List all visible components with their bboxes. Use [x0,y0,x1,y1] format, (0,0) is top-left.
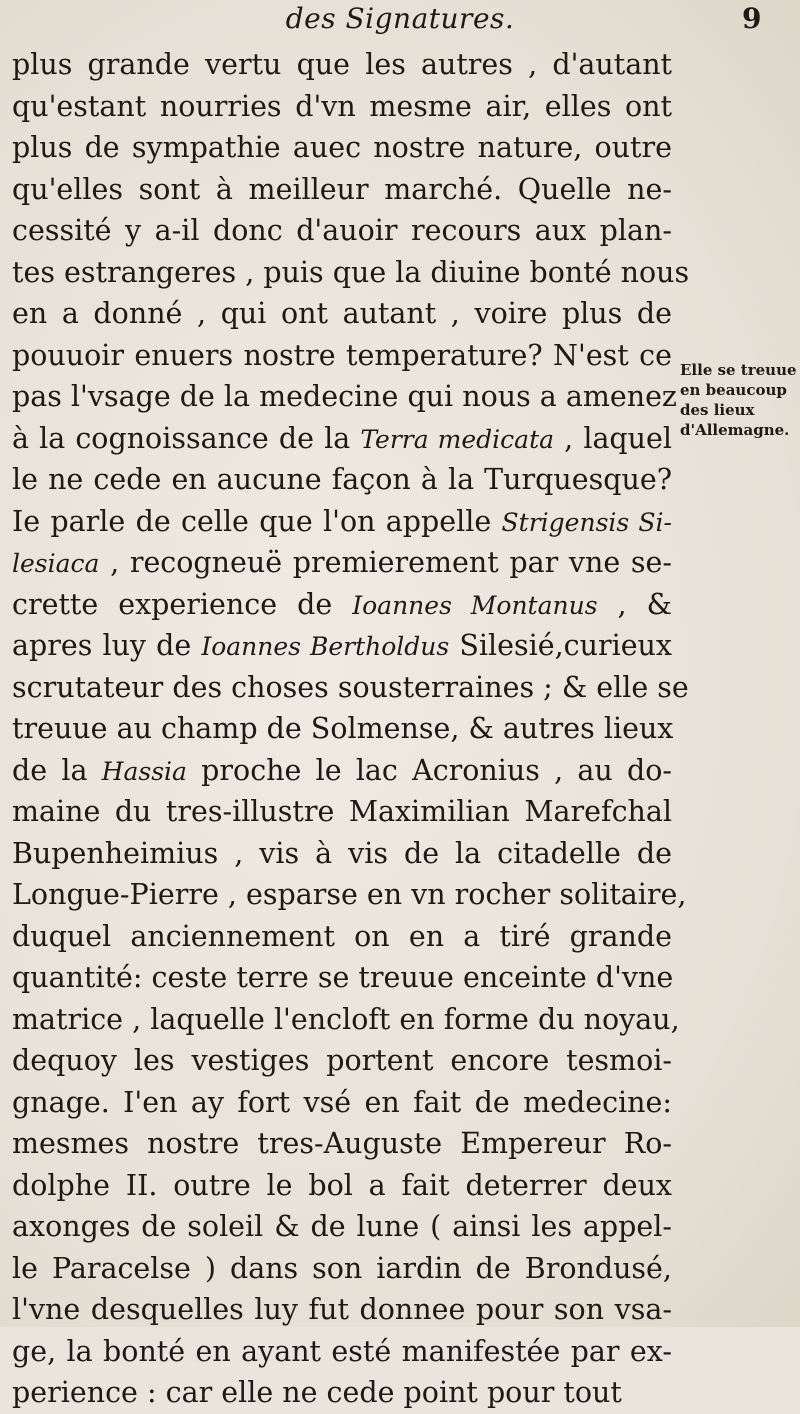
text-line [12,376,677,418]
text-run: apres luy de [12,629,202,662]
text-run: plus de sympathie auec nostre nature, outre [12,131,672,164]
text-line [12,957,672,999]
text-line [12,1040,672,1082]
running-head: des Signatures. [285,2,515,35]
text-line [12,1248,672,1290]
text-run: qu'estant nourries d'vn mesme air, elles ont [12,89,672,123]
text-run: pas l'vsage de la medecine qui nous a amenez [12,380,677,413]
margin-note-line: d'Allemagne. [680,421,790,439]
italic-term: Ioannes Montanus [352,590,598,620]
text-run: matrice , laquelle l'encloft en forme du noyau, [12,1002,680,1036]
text-run: Silesié,curieux [449,629,672,662]
text-run: quantité: ceste terre se treuue enceinte d'vne [12,961,674,994]
text-run: scrutateur des choses sousterraines ; & elle se [12,670,689,704]
margin-note [680,360,798,440]
text-line [12,542,672,584]
text-line [12,874,687,916]
text-line [12,501,672,543]
text-run: tes estrangeres , puis que la diuine bonté nous [12,255,690,289]
text-line [12,252,690,294]
text-line [12,127,672,169]
text-line [12,667,689,709]
text-run: crette experience de [12,587,353,621]
margin-note-line: Elle se treuue [680,361,797,379]
text-line [12,210,672,252]
text-run: axonges de soleil & de lune ( ainsi les appel- [12,1210,672,1243]
italic-term: Ioannes Bertholdus [201,632,450,661]
text-run: à la cognoissance de la [12,421,361,455]
italic-term: Strigensis Si- [501,507,672,537]
text-run: de la [12,753,102,787]
italic-term: Hassia [101,756,187,786]
text-line [12,1165,672,1207]
text-line [12,459,672,501]
text-line [12,999,680,1041]
text-line [12,833,672,875]
text-run: maine du tres-illustre Maximilian Marefchal [12,795,672,828]
text-run: , & [597,587,672,621]
text-run: dequoy les vestiges portent encore tesmoi- [12,1044,672,1077]
text-run: ge, la bonté en ayant esté manifestée par ex- [12,1334,672,1368]
text-run: gnage. I'en ay fort vsé en fait de medecine: [12,1085,672,1119]
italic-term: lesiaca [12,549,100,578]
text-line [12,916,672,958]
text-run: duquel anciennement on en a tiré grande [12,919,672,953]
text-line [12,708,672,750]
text-run: le ne cede en aucune façon à la Turquesque? [12,463,672,496]
text-line [12,1372,672,1414]
text-run: dolphe II. outre le bol a fait deterrer deux [12,1168,672,1202]
text-line [12,750,672,792]
text-run: , laquel [554,421,673,455]
text-line [12,1331,672,1373]
text-line [12,169,672,211]
text-line [12,791,672,833]
text-run: Bupenheimius , vis à vis de la citadelle de [12,836,672,870]
page-number: 9 [742,2,762,35]
text-run: en a donné , qui ont autant , voire plus de [12,297,672,330]
text-line [12,86,672,128]
body-text [12,44,690,1414]
text-run: treuue au champ de Solmense, & autres lieux [12,712,674,745]
text-line [12,625,672,667]
text-line [12,293,672,335]
margin-note-line: des lieux [680,401,755,419]
text-run: qu'elles sont à meilleur marché. Quelle ne- [12,172,672,206]
text-run: Longue-Pierre , esparse en vn rocher solitaire, [12,878,687,911]
text-line [12,418,672,460]
text-run: pouuoir enuers nostre temperature? N'est ce [12,338,672,372]
italic-term: Terra medicata [360,424,555,454]
text-run: l'vne desquelles luy fut donnee pour son vsa- [12,1293,672,1326]
text-run: proche le lac Acronius , au do- [186,753,672,787]
page-header [0,0,800,40]
text-line [12,1206,672,1248]
text-line [12,584,672,626]
margin-note-line: en beaucoup [680,381,787,399]
text-line [12,1082,672,1124]
text-line [12,335,672,377]
text-run: cessité y a-il donc d'auoir recours aux plan- [12,214,672,247]
text-line [12,1289,672,1331]
text-run: plus grande vertu que les autres , d'autant [12,48,672,81]
text-line [12,44,672,86]
text-run: Ie parle de celle que l'on appelle [12,504,502,538]
text-run: perience : car elle ne cede point pour tout [12,1376,622,1409]
text-run: , recogneuë premierement par vne se- [99,546,672,579]
text-run: le Paracelse ) dans son iardin de Brondusé, [12,1251,672,1285]
text-line [12,1123,672,1165]
text-run: mesmes nostre tres-Auguste Empereur Ro- [12,1127,672,1160]
